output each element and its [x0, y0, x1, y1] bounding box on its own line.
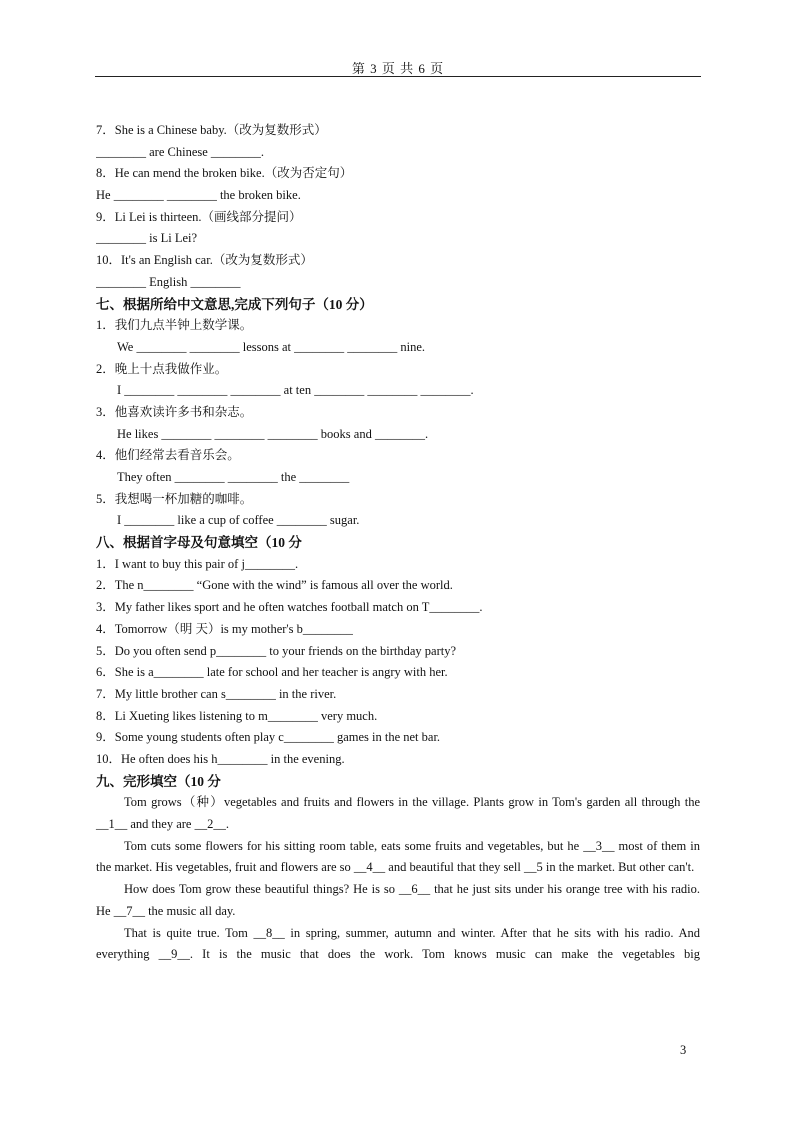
section-title: 七、根据所给中文意思,完成下列句子（10 分） [96, 296, 373, 312]
exercise-answer-line: He likes ________ ________ ________ books and ________. [117, 426, 429, 441]
exercise-line: 8．Li Xueting likes listening to m________ very much. [96, 708, 378, 723]
exercise-prompt: 4．他们经常去看音乐会。 [96, 448, 240, 463]
exercise-line: ________ are Chinese ________. [96, 144, 265, 159]
exercise-line: 7．My little brother can s________ in the river. [96, 686, 337, 701]
exercise-line: 9．Some young students often play c________ games in the net bar. [96, 730, 441, 745]
exercise-prompt: 1．我们九点半钟上数学课。 [96, 318, 253, 333]
exercise-line: 10．He often does his h________ in the evening. [96, 751, 345, 766]
section-title: 八、根据首字母及句意填空（10 分 [96, 535, 302, 551]
exercise-line: 8．He can mend the broken bike.（改为否定句） [96, 166, 353, 181]
passage-paragraph: That is quite true. Tom __8__ in spring, summer, autumn and winter. After that he sits with his radio. And everything __9__. It is the music that does the work. Tom knows music can make the vegetables big [96, 925, 700, 962]
exercise-line: 6．She is a________ late for school and her teacher is angry with her. [96, 665, 448, 680]
page-number: 3 [680, 1043, 687, 1057]
exercise-line: He ________ ________ the broken bike. [96, 188, 301, 203]
page-content [96, 120, 700, 966]
exercise-line: ________ is Li Lei? [96, 231, 198, 246]
exercise-prompt: 5．我想喝一杯加糖的咖啡。 [96, 491, 253, 506]
passage-paragraph: How does Tom grow these beautiful things? He is so __6__ that he just sits under his orange tree with his radio. He __7__ the music all day. [96, 882, 700, 918]
exercise-line: 1．I want to buy this pair of j________. [96, 556, 299, 571]
exercise-line: 2．The n________ “Gone with the wind” is famous all over the world. [96, 578, 453, 593]
exercise-answer-line: I ________ like a cup of coffee ________ sugar. [117, 513, 360, 528]
exercise-line: ________ English ________ [96, 274, 241, 289]
passage-paragraph: Tom grows（种）vegetables and fruits and flowers in the village. Plants grow in Tom's garden all through the __1__ and they are __2__. [96, 795, 700, 832]
exercise-prompt: 3．他喜欢读许多书和杂志。 [96, 404, 253, 419]
header-rule [95, 76, 701, 77]
page-header: 第 3 页 共 6 页 [351, 61, 445, 76]
exercise-line: 4．Tomorrow（明 天）is my mother's b________ [96, 621, 353, 636]
exercise-answer-line: I ________ ________ ________ at ten ________ ________ ________. [117, 383, 474, 398]
exercise-answer-line: We ________ ________ lessons at ________ ________ nine. [117, 339, 426, 354]
exercise-answer-line: They often ________ ________ the ________ [117, 470, 350, 484]
passage-paragraph: Tom cuts some flowers for his sitting room table, eats some fruits and vegetables, but he __3__ most of them in the market. His vegetables, fruit and flowers are so __4__ and beautiful that they sell __5 in the market. But other can't. [96, 838, 700, 875]
exercise-line: 5．Do you often send p________ to your friends on the birthday party? [96, 643, 457, 658]
exercise-line: 10．It's an English car.（改为复数形式） [96, 253, 313, 268]
exercise-line: 7．She is a Chinese baby.（改为复数形式） [96, 123, 327, 137]
section-title: 九、完形填空（10 分 [96, 773, 221, 789]
exercise-line: 9．Li Lei is thirteen.（画线部分提问） [96, 209, 302, 224]
exercise-line: 3．My father likes sport and he often watches football match on T________. [96, 600, 483, 615]
exercise-prompt: 2．晚上十点我做作业。 [96, 361, 228, 376]
